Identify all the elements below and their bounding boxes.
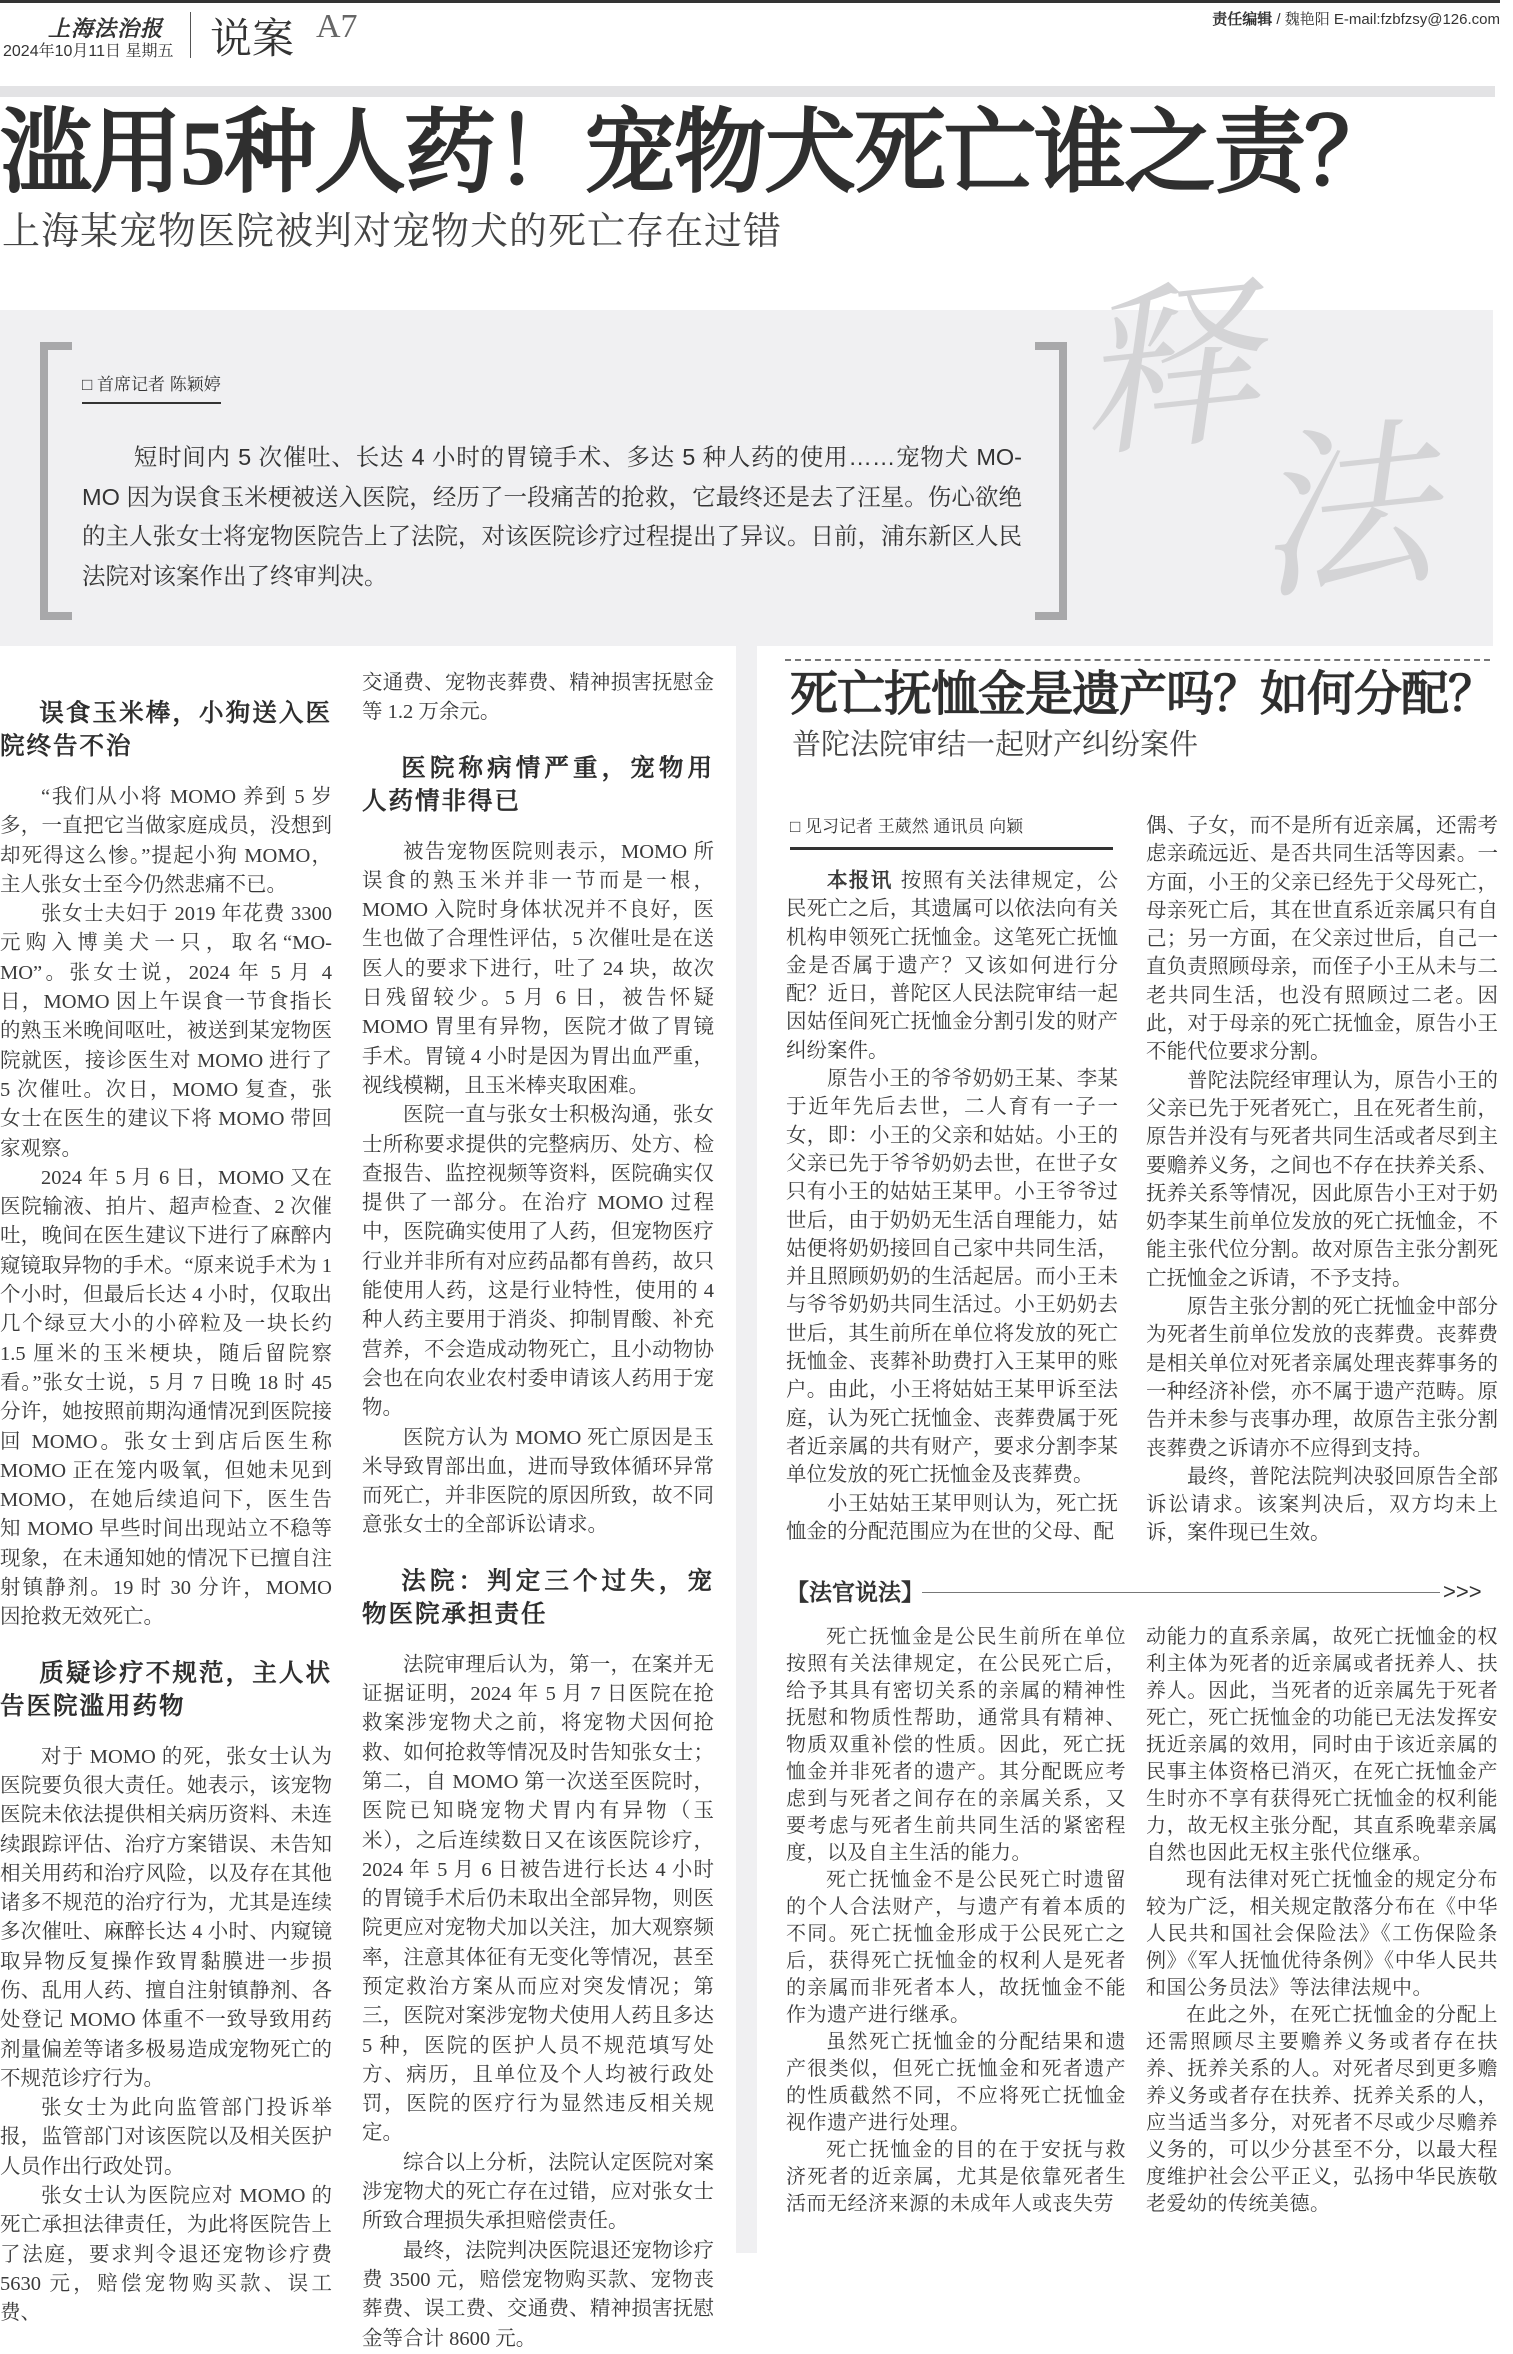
paragraph xyxy=(1146,812,1498,1067)
paragraph-text: 最终，普陀法院判决驳回原告全部诉讼请求。该案判决后，双方均未上诉，案件现已生效。 xyxy=(1146,1465,1498,1545)
judge-column-2 xyxy=(1146,1624,1498,2218)
paragraph-text: 综合以上分析，法院认定医院对案涉宠物犬的死亡存在过错，应对张女士所致合理损失承担赔偿责任。 xyxy=(362,2151,714,2233)
paragraph xyxy=(1146,1293,1498,1463)
section-subhead xyxy=(0,1657,332,1723)
judge-column-1 xyxy=(786,1624,1126,2218)
paragraph-text: 按照有关法律规定，公民死亡之后，其遗属可以依法向有关机构申领死亡抚恤金。这笔死亡抚恤金是否属于遗产？又该如何进行分配？近日，普陀区人民法院审结一起因姑侄间死亡抚恤金分割引发的财产纠纷案件。 xyxy=(786,870,1118,1062)
editor-label: 责任编辑 xyxy=(1212,11,1273,28)
editor-info: / 魏艳阳 E-mail:fzbfzsy@126.com xyxy=(1276,11,1500,28)
article-column-1 xyxy=(0,697,332,2329)
header-strip xyxy=(0,86,1495,97)
paragraph xyxy=(1146,1463,1498,1548)
paragraph xyxy=(362,1101,714,1423)
paragraph-text: 2024 年 5 月 6 日，MOMO 又在医院输液、拍片、超声检查、2 次催吐，晚间在医生建议下进行了麻醉内窥镜取异物的手术。“原来说手术为 1 个小时，但最后长达 4 小时，仅取出几个绿豆大小的小碎粒及一块长约 1.5 厘米的玉米梗块，随后留院察看。”张女士说，5 月 7 日晚 18 时 45 分许，她按照前期沟通情况到医院接回 MOMO。张女士到店后医生称 MOMO 正在笼内吸氧，但她未见到 MOMO，在她后续追问下，医生告知 MOMO 早些时间出现站立不稳等现象，在未通知她的情况下已擅自注射镇静剂。19 时 30 分许，MOMO 因抢救无效死亡。 xyxy=(0,1166,332,1629)
main-subtitle: 上海某宠物医院被判对宠物犬的死亡存在过错 xyxy=(2,211,783,253)
paragraph xyxy=(786,867,1118,1065)
section-subhead xyxy=(362,1565,714,1631)
left-bracket xyxy=(40,342,72,620)
paragraph-text: 现有法律对死亡抚恤金的规定分布较为广泛，相关规定散落分布在《中华人民共和国社会保险法》《工伤保险条例》《军人抚恤优待条例》《中华人民共和国公务员法》等法律法规中。 xyxy=(1146,1869,1498,1999)
paragraph xyxy=(0,783,332,900)
paragraph-text: 被告宠物医院则表示，MOMO 所误食的熟玉米并非一节而是一根，MOMO 入院时身体状况并不良好，医生也做了合理性评估，5 次催吐是在送医人的要求下进行，吐了 24 块，故次日残留较少。5 月 6 日，被告怀疑 MOMO 胃里有异物，医院才做了胃镜手术。胃镜 4 小时是因为胃出血严重，视线模糊，且玉米棒夹取困难。 xyxy=(362,840,714,1097)
dashed-divider xyxy=(785,659,1490,661)
judge-heading-rule xyxy=(922,1592,1440,1593)
second-subtitle: 普陀法院审结一起财产纠纷案件 xyxy=(792,729,1199,761)
paragraph xyxy=(0,2182,332,2328)
top-rule xyxy=(0,0,1500,3)
editor-credit xyxy=(1212,8,1500,29)
paragraph xyxy=(1146,1867,1498,2002)
paragraph xyxy=(1146,1067,1498,1293)
paragraph xyxy=(362,838,714,1102)
right-bracket xyxy=(1035,342,1067,620)
paragraph xyxy=(362,1424,714,1541)
paragraph xyxy=(0,1164,332,1633)
paragraph xyxy=(786,1065,1118,1489)
issue-date: 2024年10月11日 星期五 xyxy=(3,43,174,60)
paragraph-text: 医院方认为 MOMO 死亡原因是玉米导致胃部出血，进而导致体循环异常而死亡，并非医院的原因所致，故不同意张女士的全部诉讼请求。 xyxy=(362,1426,714,1537)
chevrons-icon: >>> xyxy=(1443,1579,1482,1604)
paragraph xyxy=(0,2094,332,2182)
paragraph xyxy=(786,2029,1126,2137)
second-column-2 xyxy=(1146,812,1498,1548)
paragraph-text: 医院一直与张女士积极沟通，张女士所称要求提供的完整病历、处方、检查报告、监控视频等资料，医院确实仅提供了一部分。在治疗 MOMO 过程中，医院确实使用了人药，但宠物医疗行业并非所有对应药品都有兽药，故只能使用人药，这是行业特性，使用的 4 种人药主要用于消炎、抑制胃酸、补充营养，不会造成动物死亡，且小动物协会也在向农业农村委申请该人药用于宠物。 xyxy=(362,1104,714,1420)
paragraph-text: 普陀法院经审理认为，原告小王的父亲已先于死者死亡，且在死者生前，原告并没有与死者共同生活或者尽到主要赡养义务，之间也不存在扶养关系、抚养关系等情况，因此原告小王对于奶奶李某生前单位发放的死亡抚恤金，不能主张代位分割。故对原告主张分割死亡抚恤金之诉请，不予支持。 xyxy=(1146,1069,1498,1290)
paragraph-text: 死亡抚恤金不是公民死亡时遗留的个人合法财产，与遗产有着本质的不同。死亡抚恤金形成于公民死亡之后，获得死亡抚恤金的权利人是死者的亲属而非死者本人，故抚恤金不能作为遗产进行继承。 xyxy=(786,1869,1126,2026)
paragraph-text: 动能力的直系亲属，故死亡抚恤金的权利主体为死者的近亲属或者抚养人、扶养人。因此，当死者的近亲属先于死者死亡，死亡抚恤金的功能已无法发挥安抚近亲属的效用，同时由于该近亲属的民事主体资格已消灭，在死亡抚恤金产生时亦不享有获得死亡抚恤金的权利能力，故无权主张分配，其直系晚辈亲属自然也因此无权主张代位继承。 xyxy=(1146,1626,1498,1864)
paragraph-text: 死亡抚恤金的目的在于安抚与救济死者的近亲属，尤其是依靠死者生活而无经济来源的未成年人或丧失劳 xyxy=(786,2139,1126,2215)
section-name: 说案 xyxy=(210,15,295,62)
paragraph-text: “我们从小将 MOMO 养到 5 岁多，一直把它当做家庭成员，没想到却死得这么惨。”提起小狗 MOMO，主人张女士至今仍然悲痛不已。 xyxy=(0,786,332,896)
paragraph-text: 死亡抚恤金是公民生前所在单位按照有关法律规定，在公民死亡后，给予其具有密切关系的亲属的精神性抚慰和物质性帮助，通常具有精神、物质双重补偿的性质。因此，死亡抚恤金并非死者的遗产。其分配既应考虑到与死者之间存在的亲属关系，又要考虑与死者生前共同生活的紧密程度，以及自主生活的能力。 xyxy=(786,1626,1126,1864)
paragraph-text: 误食玉米棒，小狗送入医院终告不治 xyxy=(0,700,332,760)
byline: □ 首席记者 陈颖婷 xyxy=(82,370,221,404)
paragraph xyxy=(786,2137,1126,2218)
paragraph xyxy=(0,1743,332,2095)
column-gutter xyxy=(736,646,757,2253)
paragraph xyxy=(786,1867,1126,2029)
section-subhead xyxy=(362,752,714,818)
paragraph xyxy=(362,2149,714,2237)
page-number: A7 xyxy=(316,8,358,45)
second-byline: □ 见习记者 王葳然 通讯员 向颖 xyxy=(790,812,1113,850)
second-headline: 死亡抚恤金是遗产吗？如何分配？ xyxy=(790,668,1496,721)
paragraph-text: 虽然死亡抚恤金的分配结果和遗产很类似，但死亡抚恤金和死者遗产的性质截然不同，不应将死亡抚恤金视作遗产进行处理。 xyxy=(786,2031,1126,2134)
paragraph-text: 质疑诊疗不规范，主人状告医院滥用药物 xyxy=(0,1659,332,1720)
lead-paragraph: 短时间内 5 次催吐、长达 4 小时的胃镜手术、多达 5 种人药的使用……宠物犬 MO-MO 因为误食玉米梗被送入医院，经历了一段痛苦的抢救，它最终还是去了汪星。伤心欲绝的主人张女士将宠物医院告上了法院，对该医院诊疗过程提出了异议。日前，浦东新区人民法院对该案作出了终审判决。 xyxy=(82,444,1022,589)
paragraph-text: 张女士认为医院应对 MOMO 的死亡承担法律责任，为此将医院告上了法庭，要求判令退还宠物诊疗费 5630 元，赔偿宠物购买款、误工费、 xyxy=(0,2185,332,2325)
dateline-lead: 本报讯 xyxy=(827,869,893,892)
paragraph-text: 法院：判定三个过失，宠物医院承担责任 xyxy=(362,1567,714,1628)
paragraph xyxy=(362,669,714,728)
section-subhead xyxy=(0,697,332,763)
paragraph-text: 张女士夫妇于 2019 年花费 3300 元购入博美犬一只，取名“MO-MO”。张女士说，2024 年 5 月 4 日，MOMO 因上午误食一节食指长的熟玉米晚间呕吐，被送到某宠物医院就医，接诊医生对 MOMO 进行了 5 次催吐。次日，MOMO 复查，张女士在医生的建议下将 MOMO 带回家观察。 xyxy=(0,903,332,1160)
paragraph-text: 原告小王的爷爷奶奶王某、李某于近年先后去世，二人育有一子一女，即：小王的父亲和姑姑。小王的父亲已先于爷爷奶奶去世，在世子女只有小王的姑姑王某甲。小王爷爷过世后，由于奶奶无生活自理能力，姑姑便将奶奶接回自己家中共同生活，并且照顾奶奶的生活起居。而小王未与爷爷奶奶共同生活过。小王奶奶去世后，其生前所在单位将发放的死亡抚恤金、丧葬补助费打入王某甲的账户。由此，小王将姑姑王某甲诉至法庭，认为死亡抚恤金、丧葬费属于死者近亲属的共有财产，要求分割李某单位发放的死亡抚恤金及丧葬费。 xyxy=(786,1068,1118,1487)
paragraph xyxy=(1146,1624,1498,1867)
paragraph-text: 交通费、宠物丧葬费、精神损害抚慰金等 1.2 万余元。 xyxy=(362,672,714,724)
paragraph-text: 在此之外，在死亡抚恤金的分配上还需照顾尽主要赡养义务或者存在扶养、抚养关系的人。对死者尽到更多赡养义务或者存在扶养、抚养关系的人，应当适当多分，对死者不尽或少尽赡养义务的，可以少分甚至不分，以最大程度维护社会公平正义，弘扬中华民族敬老爱幼的传统美德。 xyxy=(1146,2004,1498,2215)
paragraph-text: 法院审理后认为，第一，在案并无证据证明，2024 年 5 月 7 日医院在抢救案涉宠物犬之前，将宠物犬因何抢救、如何抢救等情况及时告知张女士；第二，自 MOMO 第一次送至医院时，医院已知晓宠物犬胃内有异物（玉米），之后连续数日又在该医院诊疗，2024 年 5 月 6 日被告进行长达 4 小时的胃镜手术后仍未取出全部异物，则医院更应对宠物犬加以关注，加大观察频率，注意其体征有无变化等情况，甚至预定救治方案从而应对突发情况；第三，医院对案涉宠物犬使用人药且多达 5 种，医院的医护人员不规范填写处方、病历，且单位及个人均被行政处罚，医院的医疗行为显然违反相关规定。 xyxy=(362,1653,714,2145)
paragraph xyxy=(362,2237,714,2354)
paragraph-text: 最终，法院判决医院退还宠物诊疗费 3500 元，赔偿宠物购买款、宠物丧葬费、误工费、交通费、精神损害抚慰金等合计 8600 元。 xyxy=(362,2239,714,2350)
second-column-1 xyxy=(786,867,1118,1546)
article-column-2 xyxy=(362,669,714,2354)
header-divider xyxy=(190,12,191,58)
paragraph-text: 对于 MOMO 的死，张女士认为医院要负很大责任。她表示，该宠物医院未依法提供相关病历资料、未连续跟踪评估、治疗方案错误、未告知相关用药和治疗风险，以及存在其他诸多不规范的治疗行为，尤其是连续多次催吐、麻醉长达 4 小时、内窥镜取异物反复操作致胃黏膜进一步损伤、乱用人药、擅自注射镇静剂、各处登记 MOMO 体重不一致导致用药剂量偏差等诸多极易造成宠物死亡的不规范诊疗行为。 xyxy=(0,1745,332,2090)
paragraph-text: 偶、子女，而不是所有近亲属，还需考虑亲疏远近、是否共同生活等因素。一方面，小王的父亲已经先于父母死亡，母亲死亡后，其在世直系近亲属只有自己；另一方面，在父亲过世后，自己一直负责照顾母亲，而侄子小王从未与二老共同生活，也没有照顾过二老。因此，对于母亲的死亡抚恤金，原告小王不能代位要求分割。 xyxy=(1146,815,1498,1064)
paragraph xyxy=(786,1490,1118,1547)
paragraph xyxy=(0,900,332,1164)
paragraph xyxy=(1146,2002,1498,2218)
paragraph xyxy=(362,1651,714,2149)
paragraph-text: 张女士为此向监管部门投诉举报，监管部门对该医院以及相关医护人员作出行政处罚。 xyxy=(0,2097,332,2178)
newspaper-logo: 上海法治报 xyxy=(48,16,164,41)
judge-comment-heading: 【法官说法】 xyxy=(786,1579,924,1605)
paragraph-text: 小王姑姑王某甲则认为，死亡抚恤金的分配范围应为在世的父母、配 xyxy=(786,1492,1118,1543)
main-headline: 滥用5种人药！宠物犬死亡谁之责？ xyxy=(0,102,1395,204)
calligraphy-watermark: 释 法 xyxy=(1067,263,1443,623)
paragraph xyxy=(786,1624,1126,1867)
paragraph-text: 原告主张分割的死亡抚恤金中部分为死者生前单位发放的丧葬费。丧葬费是相关单位对死者亲属处理丧葬事务的一种经济补偿，亦不属于遗产范畴。原告并未参与丧事办理，故原告主张分割丧葬费之诉请亦不应得到支持。 xyxy=(1146,1296,1498,1460)
paragraph-text: 医院称病情严重，宠物用人药情非得已 xyxy=(362,754,714,815)
